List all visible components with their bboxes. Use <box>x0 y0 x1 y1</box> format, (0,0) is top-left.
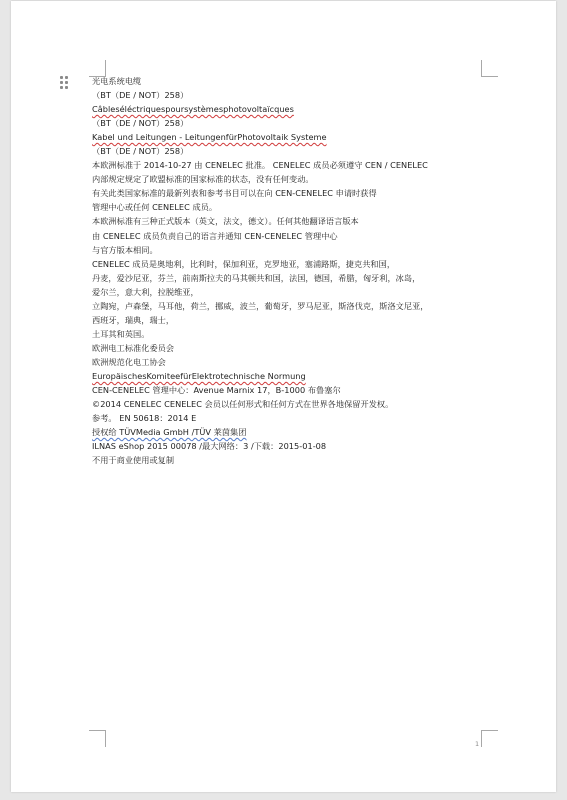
paragraph-line[interactable]: 本欧洲标准有三种正式版本（英文，法文，德文）。任何其他翻译语言版本 <box>92 216 359 227</box>
code-line-2[interactable]: （BT（DE / NOT）258） <box>92 118 189 129</box>
paragraph-line[interactable]: 土耳其和英国。 <box>92 328 150 339</box>
reference-line[interactable]: 参考。 EN 50618：2014 E <box>92 413 197 424</box>
paragraph-line[interactable]: 立陶宛，卢森堡，马耳他，荷兰，挪威，波兰，葡萄牙，罗马尼亚，斯洛伐克，斯洛文尼亚， <box>92 300 429 311</box>
page-number: 1 <box>475 740 480 748</box>
copyright-line[interactable]: ©2014 CENELEC CENELEC 会员以任何形式和任何方式在世界各地保留开发权。 <box>92 399 394 410</box>
title-line-de[interactable]: Kabel und Leitungen - LeitungenfürPhotovoltaik Systeme <box>92 132 327 143</box>
paragraph-line[interactable]: CENELEC 成员是奥地利，比利时，保加利亚，克罗地亚，塞浦路斯，捷克共和国， <box>92 258 396 269</box>
bottom-right-margin-mark <box>481 730 498 747</box>
paragraph-line[interactable]: 管理中心或任何 CENELEC 成员。 <box>92 202 218 213</box>
organization-line-cn[interactable]: 欧洲电工标准化委员会 <box>92 342 175 353</box>
code-line-1[interactable]: （BT（DE / NOT）258） <box>92 90 189 101</box>
address-line[interactable]: CEN-CENELEC 管理中心：Avenue Marnix 17，B-1000 布鲁塞尔 <box>92 385 341 396</box>
download-line[interactable]: ILNAS eShop 2015 00078 /最大网络：3 /下载：2015-01-08 <box>92 441 327 452</box>
bottom-left-margin-mark <box>89 730 106 747</box>
document-body[interactable] <box>92 74 472 467</box>
paragraph-line[interactable]: 内部规定规定了欧盟标准的国家标准的状态，没有任何变动。 <box>92 174 314 185</box>
title-line-fr[interactable]: Câbleséléctriquespoursystèmesphotovoltaïcques <box>92 104 294 115</box>
usage-line[interactable]: 不用于商业使用或复制 <box>92 455 175 466</box>
paragraph-line[interactable]: 与官方版本相同。 <box>92 244 158 255</box>
paragraph-line[interactable]: 爱尔兰，意大利，拉脱维亚， <box>92 286 199 297</box>
code-line-3[interactable]: （BT（DE / NOT）258） <box>92 146 189 157</box>
paragraph-line[interactable]: 西班牙，瑞典，瑞士， <box>92 314 175 325</box>
organization-line-de[interactable]: EuropäischesKomiteefürElektrotechnische Normung <box>92 370 306 381</box>
paragraph-line[interactable]: 丹麦，爱沙尼亚，芬兰，前南斯拉夫的马其顿共和国，法国，德国，希腊，匈牙利，冰岛， <box>92 272 421 283</box>
paragraph-line[interactable]: 由 CENELEC 成员负责自己的语言并通知 CEN-CENELEC 管理中心 <box>92 230 338 241</box>
license-line[interactable]: 授权给 TÜVMedia GmbH /TÜV 莱茵集团 <box>92 427 247 438</box>
paragraph-line[interactable]: 有关此类国家标准的最新列表和参考书目可以在向 CEN-CENELEC 申请时获得 <box>92 188 377 199</box>
title-line-cn[interactable]: 光电系统电缆 <box>92 76 142 86</box>
move-handle-icon[interactable] <box>60 76 68 90</box>
organization-line-cn-2[interactable]: 欧洲规范化电工协会 <box>92 356 166 367</box>
document-page <box>11 1 556 792</box>
top-right-margin-mark <box>481 60 498 77</box>
paragraph-line[interactable]: 本欧洲标准于 2014-10-27 由 CENELEC 批准。 CENELEC 成员必须遵守 CEN / CENELEC <box>92 160 428 171</box>
